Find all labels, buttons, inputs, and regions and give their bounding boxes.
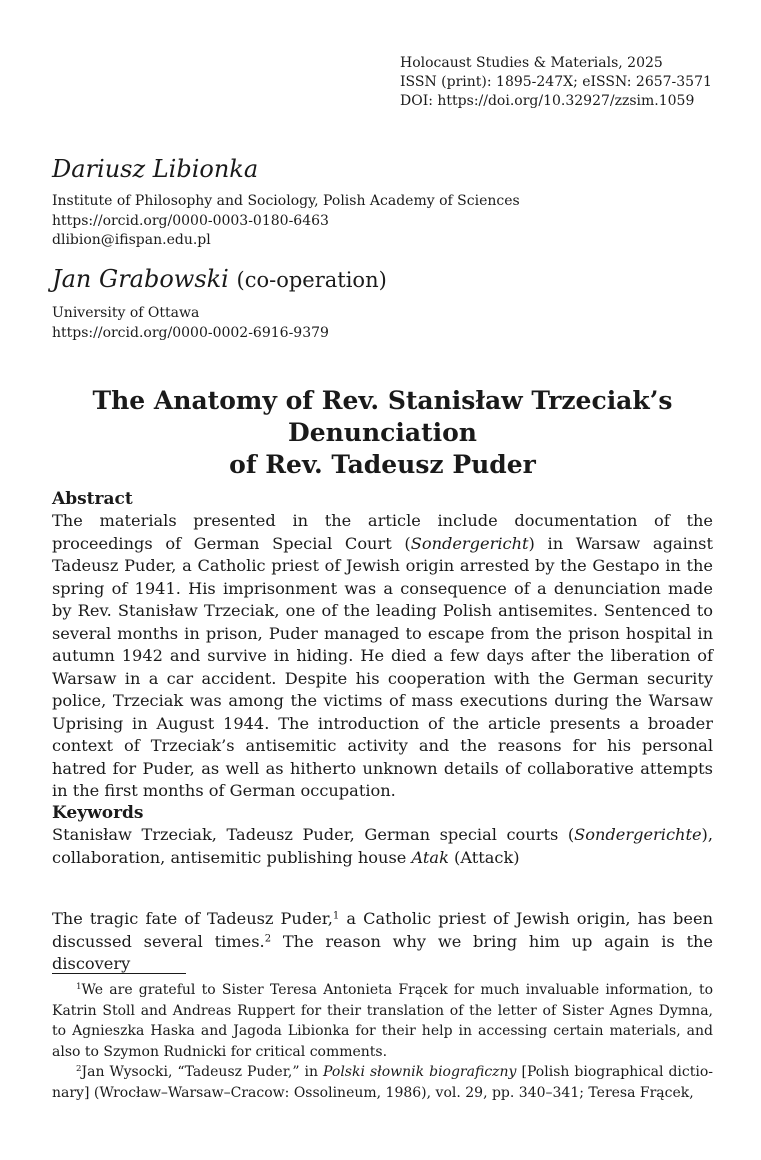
keywords-text: Stanisław Trzeciak, Tadeusz Puder, German special courts (Sondergerichte), collaboration, antisemitic publishing house Atak (Attack) xyxy=(52,825,713,867)
footnote-1: $^1$We are grateful to Sister Teresa Antonieta Frącek for much invaluable information, to Katrin Stoll and Andreas Ruppert for their translation of the letter of Sister Agnes Dymna, to Agnieszka Haska and Jagoda Libionka for their help in accessing certain materials, and also to Szymon Rudnicki for critical comments. xyxy=(52,982,713,1060)
author-block-1 xyxy=(52,154,713,251)
abstract-section xyxy=(52,488,713,803)
abstract-text: The materials presented in the article include documentation of the proceedings of German Special Court (Sondergericht) in Warsaw against Tadeusz Puder, a Catholic priest of Jewish origin arrested by the Gestapo in the spring of 1941. His imprisonment was a consequence of a denunciation made by Rev. Stanisław Trzeciak, one of the leading Polish antisemites. Sentenced to several months in prison, Puder managed to escape from the prison hospital in autumn 1942 and survive in hiding. He died a few days after the liberation of Warsaw in a car accident. Despite his cooperation with the German security police, Trzeciak was among the victims of mass executions during the Warsaw Uprising in August 1944. The introduction of the article presents a broader context of Trzeciak’s antisemitic activity and the reasons for his personal hatred for Puder, as well as hitherto unknown details of collaborative attempts in the first months of German occupation. xyxy=(52,511,713,800)
footnote-ref-1[interactable]: 1 xyxy=(332,910,340,922)
author-name: Jan Grabowski xyxy=(52,265,229,293)
author-role-note: (co-operation) xyxy=(236,268,387,292)
body-text: The tragic fate of Tadeusz Puder,$^1$ a Catholic priest of Jewish origin, has been discussed several times.$^2$ The reason why we bring him up again is the discovery xyxy=(52,909,713,973)
author-orcid[interactable]: https://orcid.org/0000-0002-6916-9379 xyxy=(52,324,329,341)
abstract-heading: Abstract xyxy=(52,489,133,509)
author-orcid[interactable]: https://orcid.org/0000-0003-0180-6463 xyxy=(52,212,329,229)
title-line-2: of Rev. Tadeusz Puder xyxy=(229,450,536,479)
keywords-section xyxy=(52,802,713,869)
journal-issn: ISSN (print): 1895-247X; eISSN: 2657-3571 xyxy=(400,74,712,90)
title-line-1: The Anatomy of Rev. Stanisław Trzeciak’s Denunciation xyxy=(92,386,673,447)
author-affiliation: University of Ottawa xyxy=(52,305,200,321)
keywords-heading: Keywords xyxy=(52,803,144,823)
footnote-divider xyxy=(52,973,186,974)
author-name: Dariusz Libionka xyxy=(52,155,259,183)
journal-doi: DOI: https://doi.org/10.32927/zzsim.1059 xyxy=(400,93,695,109)
journal-header xyxy=(400,54,720,111)
author-affiliation: Institute of Philosophy and Sociology, Polish Academy of Sciences xyxy=(52,193,520,209)
body-paragraph xyxy=(52,908,713,976)
footnote-ref-2[interactable]: 2 xyxy=(264,932,272,944)
author-block-2 xyxy=(52,264,713,343)
author-email[interactable]: dlibion@ifispan.edu.pl xyxy=(52,232,211,248)
article-title xyxy=(52,385,713,481)
journal-name-year: Holocaust Studies & Materials, 2025 xyxy=(400,55,663,71)
abstract-italic-term: Sondergericht xyxy=(410,533,529,553)
footnotes-section xyxy=(52,980,713,1103)
footnote-2: $^2$Jan Wysocki, “Tadeusz Puder,” in Polski słownik biograficzny [Polish biographical dictionary] (Wrocław–Warsaw–Cracow: Ossolineum, 1986), vol. 29, pp. 340–341; Teresa Frącek, xyxy=(52,1064,713,1101)
